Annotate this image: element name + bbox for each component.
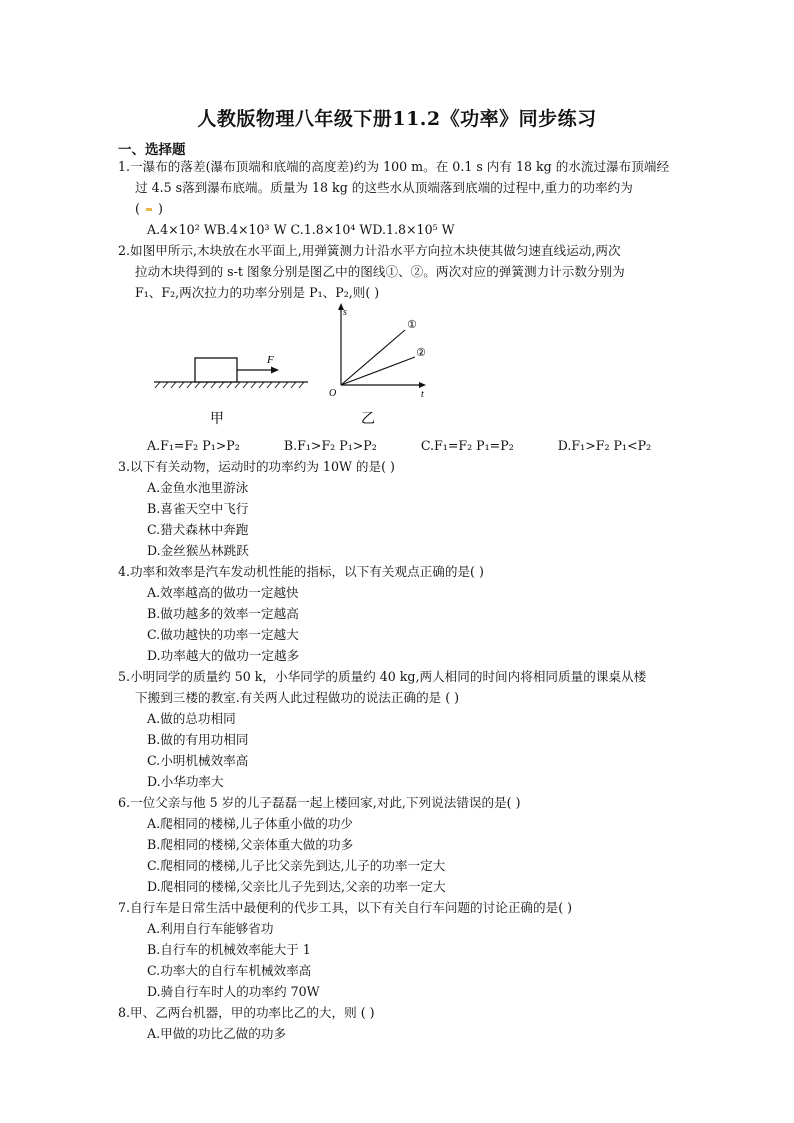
question-2-figures [118,303,704,435]
question-5-line-1: 5.小明同学的质量约 50 k，小华同学的质量约 40 kg,两人相同的时间内将相同质量的课桌从楼 [118,669,647,684]
option-a: A.F₁=F₂ P₁>P₂ [147,438,240,453]
question-3-stem: 3.以下有关动物，运动时的功率约为 10W 的是( ) [118,459,395,474]
option-b: B.喜雀天空中飞行 [147,501,249,516]
wooden-block [195,358,237,382]
question-6 [118,792,704,897]
graph-line-1-label: ① [407,318,417,331]
question-3 [118,456,704,561]
option-d: D.小华功率大 [147,774,224,789]
answer-paren-close: ) [157,201,163,216]
question-5 [118,666,704,792]
question-6-stem: 6.一位父亲与他 5 岁的儿子磊磊一起上楼回家,对此,下列说法错误的是( ) [118,795,521,810]
option-a: A.做的总功相同 [147,711,236,726]
question-4 [118,561,704,666]
question-1-line-1: 1.一瀑布的落差(瀑布顶端和底端的高度差)约为 100 m。在 0.1 s 内有 18 kg 的水流过瀑布顶端经 [118,159,670,174]
option-c: C.爬相同的楼梯,儿子比父亲先到达,儿子的功率一定大 [147,858,446,873]
option-d: D.爬相同的楼梯,父亲比儿子先到达,父亲的功率一定大 [147,879,446,894]
section-heading: 一、选择题 [118,142,186,158]
question-1-line-2: 过 4.5 s落到瀑布底端。质量为 18 kg 的这些水从顶端落到底端的过程中,重力的功率约为 [135,180,633,195]
origin-label: O [329,388,337,399]
page-title: 人教版物理八年级下册11.2《功率》同步练习 [197,108,597,130]
t-axis-label: t [421,389,424,400]
question-8-stem: 8.甲、乙两台机器，甲的功率比乙的大，则 ( ) [118,1005,375,1020]
question-1 [118,156,704,240]
question-8 [118,1002,704,1044]
figure-jia [148,303,318,435]
answer-paren-open: ( [135,201,140,216]
option-b: B.F₁>F₂ P₁>P₂ [283,438,377,453]
option-c: C.F₁=F₂ P₁=P₂ [420,438,514,453]
option-c: C.猎犬森林中奔跑 [147,522,249,537]
question-2-line-1: 2.如图甲所示,木块放在水平面上,用弹簧测力计沿水平方向拉木块使其做匀速直线运动,两次 [118,243,621,258]
answer-blank [146,208,152,211]
graph-line-1 [341,330,405,385]
question-7 [118,897,704,1002]
option-d: D.骑自行车时人的功率约 70W [147,984,320,999]
option-c: C.做功越快的功率一定越大 [147,627,299,642]
question-list [118,156,704,1044]
figure-jia-caption: 甲 [210,411,224,427]
option-a: A.甲做的功比乙做的功多 [147,1026,287,1041]
option-d: D.功率越大的做功一定越多 [147,648,300,663]
graph-line-2-label: ② [416,346,426,359]
question-4-stem: 4.功率和效率是汽车发动机性能的指标，以下有关观点正确的是( ) [118,564,484,579]
question-1-line-3 [118,198,704,219]
question-2-options [118,435,704,456]
option-c: C.小明机械效率高 [147,753,249,768]
question-2-line-3: F₁、F₂,两次拉力的功率分别是 P₁、P₂,则( ) [135,285,380,300]
question-7-stem: 7.自行车是日常生活中最便利的代步工具，以下有关自行车问题的讨论正确的是( ) [118,900,573,915]
option-b: B.做功越多的效率一定越高 [147,606,299,621]
option-d: D.F₁>F₂ P₁<P₂ [557,438,652,453]
question-2-line-2: 拉动木块得到的 s-t 图象分别是图乙中的图线①、②。两次对应的弹簧测力计示数分别为 [135,264,625,279]
question-1-options: A.4×10² WB.4×10³ W C.1.8×10⁴ WD.1.8×10⁵ W [147,222,455,237]
graph-line-2 [341,357,415,385]
question-2 [118,240,704,456]
force-label: F [267,354,274,366]
figure-yi [323,303,463,435]
force-arrowhead [271,367,279,374]
option-d: D.金丝猴丛林跳跃 [147,543,249,558]
option-c: C.功率大的自行车机械效率高 [147,963,312,978]
question-5-line-2: 下搬到三楼的教室.有关两人此过程做功的说法正确的是 ( ) [135,690,460,705]
ground-hatching [155,382,304,388]
option-a: A.金鱼水池里游泳 [147,480,249,495]
t-axis-arrowhead [419,382,426,388]
option-b: B.爬相同的楼梯,父亲体重大做的功多 [147,837,354,852]
option-a: A.效率越高的做功一定越快 [147,585,299,600]
option-b: B.自行车的机械效率能大于 1 [147,942,311,957]
figure-yi-caption: 乙 [361,411,375,427]
s-axis-label: s [343,307,347,318]
option-a: A.利用自行车能够省功 [147,921,274,936]
option-b: B.做的有用功相同 [147,732,249,747]
option-a: A.爬相同的楼梯,儿子体重小做的功少 [147,816,354,831]
